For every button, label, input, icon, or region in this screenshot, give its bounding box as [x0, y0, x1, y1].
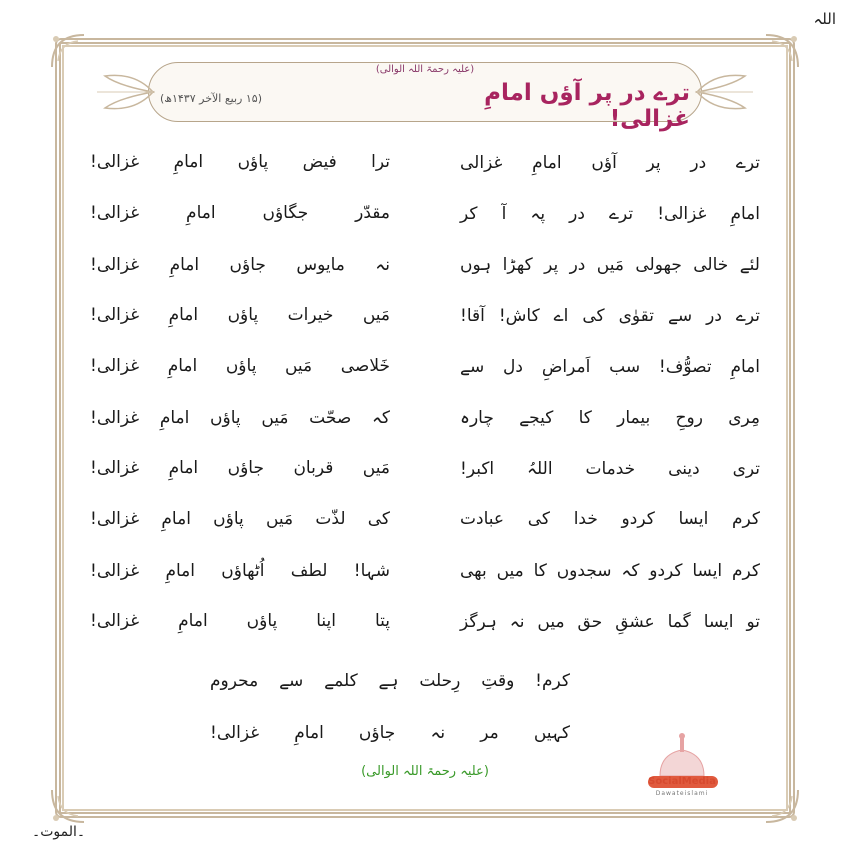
verse-second-hemistich: کہ صحّت مَیں پاؤں امامِ غزالی!	[90, 408, 390, 428]
verse-first-hemistich: امامِ تصوُّف! سب اَمراضِ دل سے	[460, 357, 760, 377]
verse-first-hemistich: کرم ایسا کردو خدا کی عبادت	[460, 509, 760, 529]
corner-ornament-icon	[48, 786, 88, 826]
verse-row	[90, 560, 760, 611]
verse-second-hemistich: مَیں قربان جاؤں امامِ غزالی!	[90, 458, 390, 478]
verse-row	[90, 458, 760, 509]
verse-second-hemistich: پتا اپنا پاؤں امامِ غزالی!	[90, 611, 390, 631]
leaf-ornament-icon	[695, 70, 755, 114]
top-corner-text: اللہ	[813, 10, 836, 28]
footer-honorific: (علیہ رحمۃ اللہ الوالی)	[361, 764, 489, 779]
logo-subtext: Dawateislami	[655, 790, 709, 797]
bottom-corner-text: ۔الموت۔	[32, 824, 86, 840]
verse-first-hemistich: ترے در سے تقوٰی کی اے کاش! آقا!	[460, 306, 760, 326]
verse-first-hemistich: مِری روحِ بیمار کا کیجے چارہ	[460, 408, 760, 428]
title-honorific: (علیہ رحمۃ اللہ الوالی)	[375, 64, 475, 75]
verse-row	[90, 509, 760, 560]
verse-second-hemistich: ترا فیض پاؤں امامِ غزالی!	[90, 152, 390, 172]
verse-row	[90, 152, 760, 203]
verse-row	[90, 305, 760, 356]
final-verse-line-1: کرم! وقتِ رِحلت ہے کلمے سے محروم	[210, 671, 570, 691]
page-title: ترے در پر آؤں امامِ غزالی!	[484, 80, 690, 132]
logo-text: SocialMedia	[648, 776, 716, 787]
verse-second-hemistich: شہا! لطف اُٹھاؤں امامِ غزالی!	[90, 561, 390, 581]
verse-first-hemistich: تری دینی خدمات اللہُ اکبر!	[460, 459, 760, 479]
verse-second-hemistich: مَیں خیرات پاؤں امامِ غزالی!	[90, 305, 390, 325]
verse-first-hemistich: کرم ایسا کردو کہ سجدوں کا میں بھی	[460, 561, 760, 581]
title-date: (۱۵ ربیع الآخر ۱۴۳۷ھ)	[160, 92, 262, 105]
leaf-ornament-icon	[95, 70, 155, 114]
verse-row	[90, 254, 760, 305]
final-verse-line-2: کہیں مر نہ جاؤں امامِ غزالی!	[210, 723, 570, 743]
verse-row	[90, 611, 760, 662]
verse-second-hemistich: مقدّر جگاؤں امامِ غزالی!	[90, 203, 390, 223]
verse-second-hemistich: نہ مایوس جاؤں امامِ غزالی!	[90, 255, 390, 275]
verse-second-hemistich: کی لذّت مَیں پاؤں امامِ غزالی!	[90, 509, 390, 529]
verse-second-hemistich: خَلاصی مَیں پاؤں امامِ غزالی!	[90, 356, 390, 376]
verse-list	[90, 152, 760, 662]
verse-first-hemistich: ترے در پر آؤں امامِ غزالی	[460, 153, 760, 173]
verse-row	[90, 203, 760, 254]
corner-ornament-icon	[762, 786, 802, 826]
verse-first-hemistich: لئے خالی جھولی مَیں در پر کھڑا ہوں	[460, 255, 760, 275]
verse-row	[90, 356, 760, 407]
verse-row	[90, 407, 760, 458]
verse-first-hemistich: امامِ غزالی! ترے در پہ آ کر	[460, 204, 760, 224]
mosque-dome-icon	[630, 728, 740, 798]
verse-first-hemistich: تو ایسا گما عشقِ حق میں نہ ہرگز	[460, 612, 760, 632]
